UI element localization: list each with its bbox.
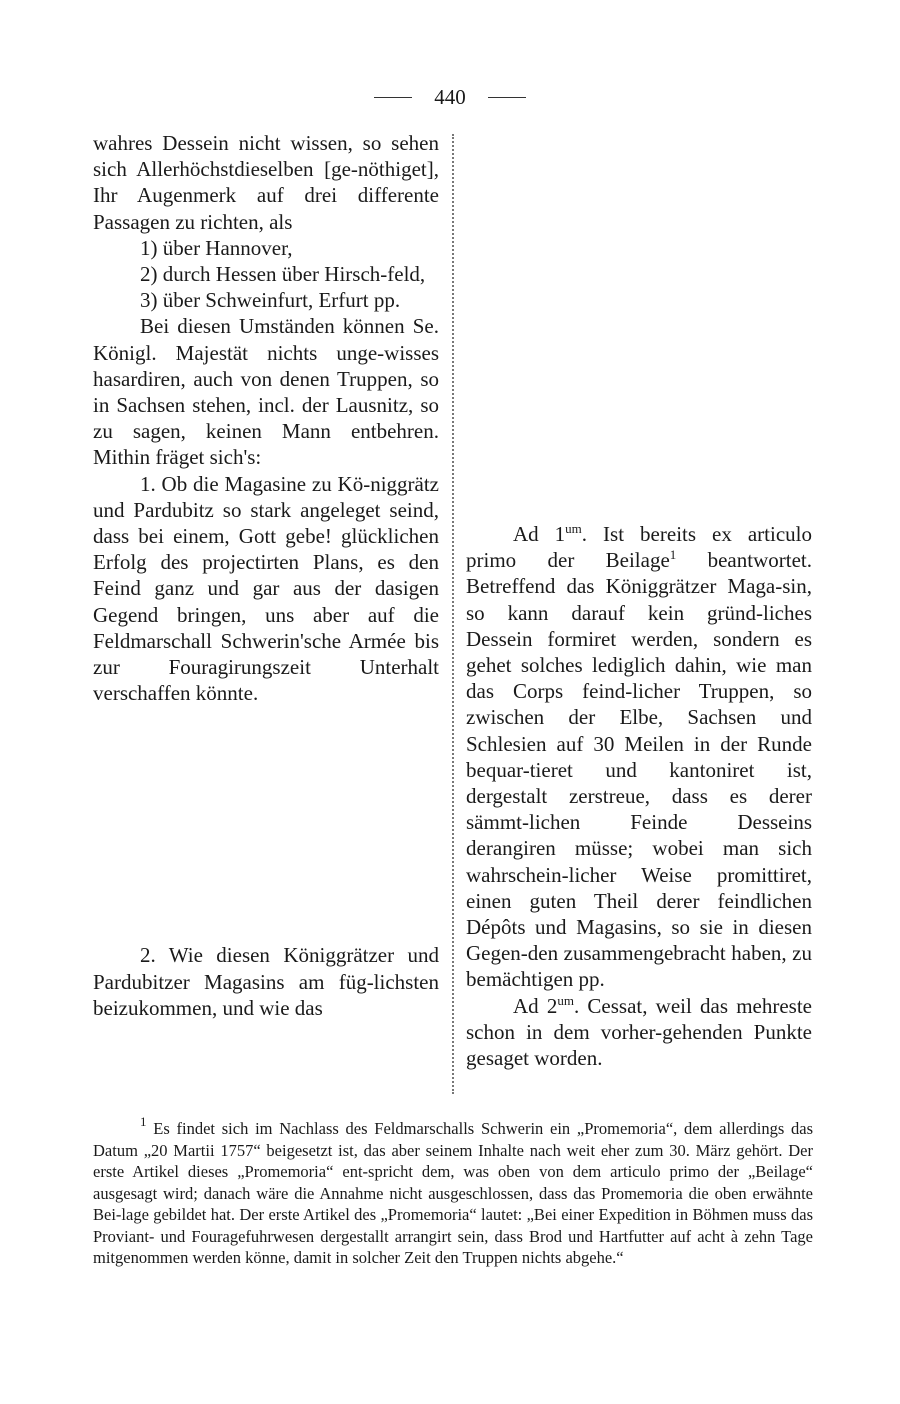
left-column — [93, 130, 439, 1021]
footnote-marker: 1 — [140, 1114, 147, 1129]
header-rule-left — [374, 97, 412, 98]
answer-1-text-b: beantwortet. Betreffend das Königgrätzer Maga-sin, so kann darauf kein gründ-liches Dessein formiret werden, sondern es gehet solches lediglich dahin, wie man das Corps feind-licher Truppen, so zwischen der Elbe, Sachsen und Schlesien auf 30 Meilen in der Runde bequar-tieret und kantoniret ist, dergestalt zerstreue, dass es derer sämmt-lichen Feinde Desseins derangiren müsse; wobei man sich wahrschein-licher Weise promittiret, einen guten Theil derer feindlichen Dépôts und Magasins, so sie in diesen Gegen-den zusammengebracht haben, zu bemächtigen pp. — [466, 548, 812, 992]
answer-2-lead: Ad 2 — [513, 993, 558, 1018]
answer-2-superscript: um — [557, 992, 574, 1008]
left-paragraph-1: wahres Dessein nicht wissen, so sehen sich Allerhöchstdieselben [ge-nöthiget], Ihr Augenmerk auf drei differente Passagen zu richten, als — [93, 131, 439, 234]
list-item-1: 1) über Hannover, — [140, 235, 293, 260]
footnote-text: Es findet sich im Nachlass des Feldmarschalls Schwerin ein „Promemoria“, dem allerdings das Datum „20 Martii 1757“ beigesetzt ist, das aber seinem Inhalte nach weit eher zum 30. März gehört. Der erste Artikel dieses „Promemoria“ ent-spricht dem, was oben von dem articulo primo der „Beilage“ ausgesagt wird; danach wäre die Annahme nicht ausgeschlossen, dass das Promemoria die oben erwähnte Bei-lage gebildet hat. Der erste Artikel des „Promemoria“ lautet: „Bei einer Expedition in Böhmen muss das Proviant- und Fouragefuhrwesen dergestallt arrangirt sein, dass Brod und Hartfutter auf acht à zehn Tage mitgenommen werden könne, damit in solcher Zeit den Truppen nichts abgehe.“ — [93, 1119, 813, 1267]
page-number: 440 — [434, 85, 466, 109]
left-paragraph-2: Bei diesen Umständen können Se. Königl. Majestät nichts unge-wisses hasardiren, auch von denen Truppen, so in Sachsen stehen, incl. der Lausnitz, so zu sagen, keinen Mann entbehren. Mithin fräget sich's: — [93, 314, 439, 470]
answer-2-text: . Cessat, weil das mehreste schon in dem vorher-gehenden Punkte gesaget worden. — [466, 993, 812, 1071]
column-gap — [93, 706, 439, 942]
list-item-3: 3) über Schweinfurt, Erfurt pp. — [140, 288, 401, 313]
header-rule-right — [488, 97, 526, 98]
footnote-reference: 1 — [669, 547, 677, 563]
right-column — [466, 521, 812, 1071]
answer-1-text-a: . Ist bereits ex articulo primo der Beilage — [466, 522, 812, 573]
answer-1 — [466, 521, 812, 993]
question-2: 2. Wie diesen Königgrätzer und Pardubitzer Magasins am füg-lichsten beizukommen, und wie das — [93, 943, 439, 1020]
footnotes — [93, 1114, 813, 1269]
question-1: 1. Ob die Magasine zu Kö-niggrätz und Pardubitz so stark angeleget seind, dass bei einem, Gott gebe! glücklichen Erfolg des projectirten Plans, es den Feind ganz und gar aus der dasigen Gegend bringen, uns aber auf die Feldmarschall Schwerin'sche Armée bis zur Fouragirungszeit Unterhalt verschaffen könnte. — [93, 471, 439, 706]
footnote-1 — [93, 1114, 813, 1269]
column-divider — [452, 134, 454, 1094]
answer-1-lead: Ad 1 — [513, 522, 566, 546]
answer-1-superscript: um — [565, 521, 582, 536]
list-item-2: 2) durch Hessen über Hirsch-feld, — [140, 262, 426, 287]
answer-2 — [466, 993, 812, 1072]
page-header — [0, 84, 900, 110]
